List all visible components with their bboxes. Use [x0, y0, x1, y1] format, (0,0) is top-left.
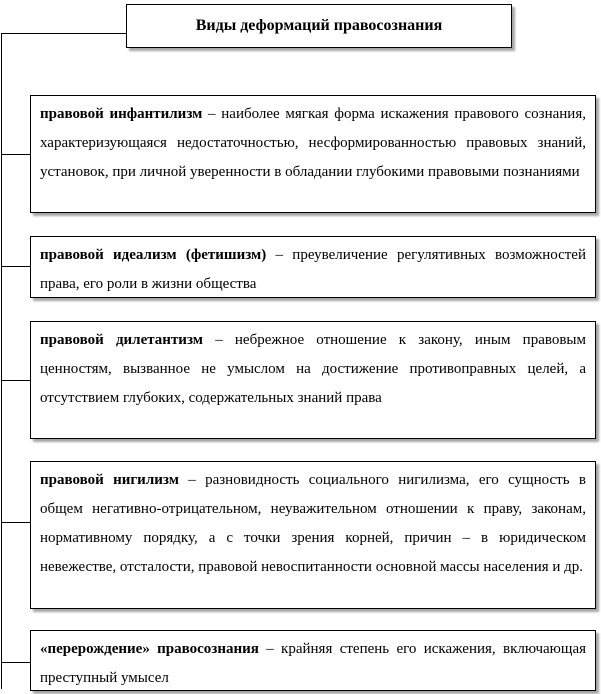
deformation-box-degeneration [30, 630, 596, 691]
connector-line-2 [1, 266, 30, 267]
deformation-box-idealism [30, 236, 596, 298]
diagram-title-text: Виды деформаций правосознания [195, 17, 443, 34]
deformation-box-nihilism [30, 461, 596, 609]
term-degeneration: «перерождение» правосознания [40, 641, 259, 657]
diagram-spine-line [1, 33, 2, 689]
definition-dilettantism: – небрежное отношение к закону, иным правовым ценностям, вызванное не умыслом на достижение противоправных целей, а отсутствием глубоких, содержательных знаний права [40, 332, 586, 406]
term-nihilism: правовой нигилизм [40, 472, 179, 488]
deformation-box-infantilism [30, 95, 596, 213]
connector-line-1 [1, 154, 30, 155]
deformation-box-dilettantism [30, 321, 596, 439]
diagram-title [126, 4, 512, 48]
term-infantilism: правовой инфантилизм [40, 106, 203, 122]
title-connector-line [1, 33, 126, 34]
term-dilettantism: правовой дилетантизм [40, 332, 203, 348]
connector-line-5 [1, 662, 30, 663]
definition-nihilism: – разновидность социального нигилизма, его сущность в общем негативно-отрицательном, неуважительном отношении к праву, законам, нормативному порядку, а с точки зрения корней, причин – в юридическом невежестве, отсталости, правовой невоспитанности основной массы населения и др. [40, 472, 586, 575]
connector-line-4 [1, 522, 30, 523]
connector-line-3 [1, 380, 30, 381]
definition-infantilism: – наиболее мягкая форма искажения правового сознания, характеризующаяся недостаточностью, несформированностью правовых знаний, установок, при личной уверенности в обладании глубокими правовыми познаниями [40, 106, 586, 180]
definition-degeneration: – крайняя степень его искажения, включающая преступный умысел [40, 641, 586, 686]
term-idealism: правовой идеализм (фетишизм) [40, 247, 267, 263]
definition-idealism: – преувеличение регулятивных возможностей права, его роли в жизни общества [40, 247, 586, 292]
